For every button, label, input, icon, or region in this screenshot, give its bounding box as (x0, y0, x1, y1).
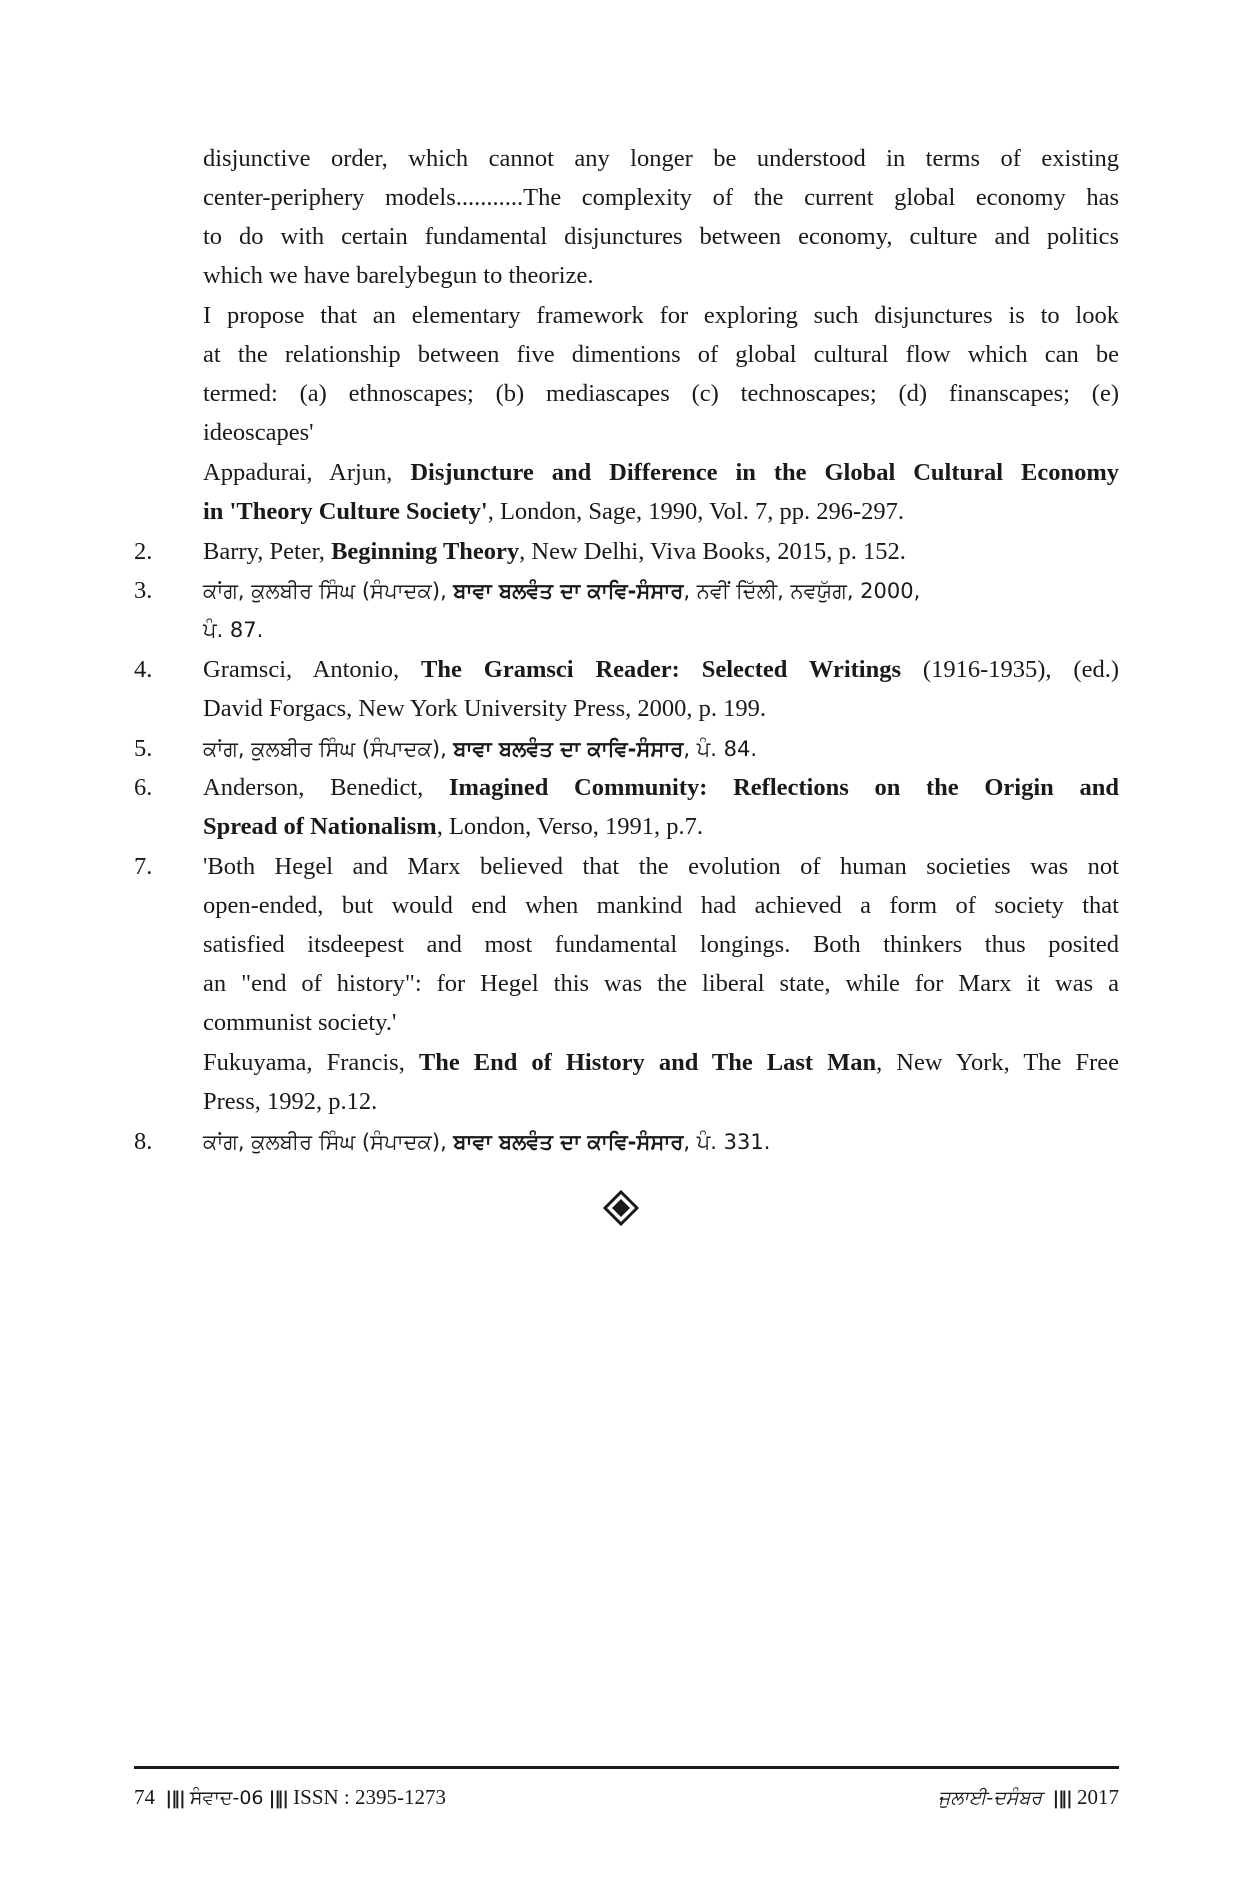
body-line: ideoscapes' (203, 419, 314, 446)
diamond-ornament-icon (603, 1190, 639, 1226)
note-text: 'Both Hegel and Marx believed that the evolution of human societies was not (203, 853, 1119, 880)
note-text: an "end of history": for Hegel this was the liberal state, while for Marx it was a (203, 970, 1119, 997)
body-line: center-periphery models...........The complexity of the current global economy has (203, 184, 1119, 211)
separator-mark: |‖| (268, 1788, 288, 1809)
note-number: 2. (134, 538, 153, 565)
separator-mark: |‖| (1052, 1788, 1072, 1809)
journal-name: ਸੰਵਾਦ-06 (189, 1787, 264, 1809)
body-line: at the relationship between five dimentions of global cultural flow which can be (203, 341, 1119, 368)
body-line: which we have barelybegun to theorize. (203, 262, 594, 289)
note-text-line2: David Forgacs, New York University Press, 2000, p. 199. (203, 695, 767, 722)
note-number: 6. (134, 774, 153, 801)
issn: ISSN : 2395-1273 (293, 1785, 447, 1809)
note-text: Anderson, Benedict, Imagined Community: Reflections on the Origin and (203, 774, 1119, 801)
note-text: open-ended, but would end when mankind had achieved a form of society that (203, 892, 1119, 919)
citation-line: Appadurai, Arjun, Disjuncture and Difference in the Global Cultural Economy (203, 459, 1119, 486)
page-number: 74 (134, 1785, 155, 1809)
note-text: ਕਾਂਗ, ਕੁਲਬੀਰ ਸਿੰਘ (ਸੰਪਾਦਕ), ਬਾਵਾ ਬਲਵੰਤ ਦਾ ਕਾਵਿ-ਸੰਸਾਰ, ਪੰ. 84. (203, 737, 758, 761)
citation-title: in 'Theory Culture Society' (203, 498, 488, 525)
separator-mark: |‖| (165, 1788, 185, 1809)
issue-period: ਜੁਲਾਈ-ਦਸੰਬਰ (938, 1787, 1043, 1809)
note-number: 5. (134, 735, 153, 762)
note-text: ਕਾਂਗ, ਕੁਲਬੀਰ ਸਿੰਘ (ਸੰਪਾਦਕ), ਬਾਵਾ ਬਲਵੰਤ ਦਾ ਕਾਵਿ-ਸੰਸਾਰ, ਪੰ. 331. (203, 1130, 771, 1154)
citation-line: Press, 1992, p.12. (203, 1088, 378, 1115)
citation-line: in 'Theory Culture Society', London, Sage, 1990, Vol. 7, pp. 296-297. (203, 498, 904, 525)
note-text: satisfied itsdeepest and most fundamental longings. Both thinkers thus posited (203, 931, 1119, 958)
note-text: Gramsci, Antonio, The Gramsci Reader: Selected Writings (1916-1935), (ed.) (203, 656, 1119, 683)
body-line: disjunctive order, which cannot any longer be understood in terms of existing (203, 145, 1119, 172)
note-number: 4. (134, 656, 153, 683)
footer-divider (134, 1766, 1119, 1769)
footer-left (134, 1782, 446, 1814)
body-line: I propose that an elementary framework for exploring such disjunctures is to look (203, 302, 1119, 329)
note-text-line2: Spread of Nationalism, London, Verso, 1991, p.7. (203, 813, 704, 840)
note-text: ਕਾਂਗ, ਕੁਲਬੀਰ ਸਿੰਘ (ਸੰਪਾਦਕ), ਬਾਵਾ ਬਲਵੰਤ ਦਾ ਕਾਵਿ-ਸੰਸਾਰ, ਨਵੀਂ ਦਿੱਲੀ, ਨਵਯੁੱਗ, 2000, (203, 579, 921, 603)
note-number: 3. (134, 577, 153, 604)
citation-title: The End of History and The Last Man (418, 1049, 877, 1076)
footer-right (938, 1782, 1119, 1814)
note-number: 8. (134, 1128, 153, 1155)
note-number: 7. (134, 853, 153, 880)
note-text-line2: ਪੰ. 87. (203, 618, 264, 642)
citation-line: Fukuyama, Francis, The End of History and The Last Man, New York, The Free (203, 1049, 1119, 1076)
year: 2017 (1077, 1785, 1119, 1809)
note-text: Barry, Peter, Beginning Theory, New Delhi, Viva Books, 2015, p. 152. (203, 538, 906, 565)
citation-title: Disjuncture and Difference in the Global Cultural Economy (410, 459, 1119, 486)
body-line: to do with certain fundamental disjunctures between economy, culture and politics (203, 223, 1119, 250)
note-text: communist society.' (203, 1009, 397, 1036)
body-line: termed: (a) ethnoscapes; (b) mediascapes (c) technoscapes; (d) finanscapes; (e) (203, 380, 1119, 407)
